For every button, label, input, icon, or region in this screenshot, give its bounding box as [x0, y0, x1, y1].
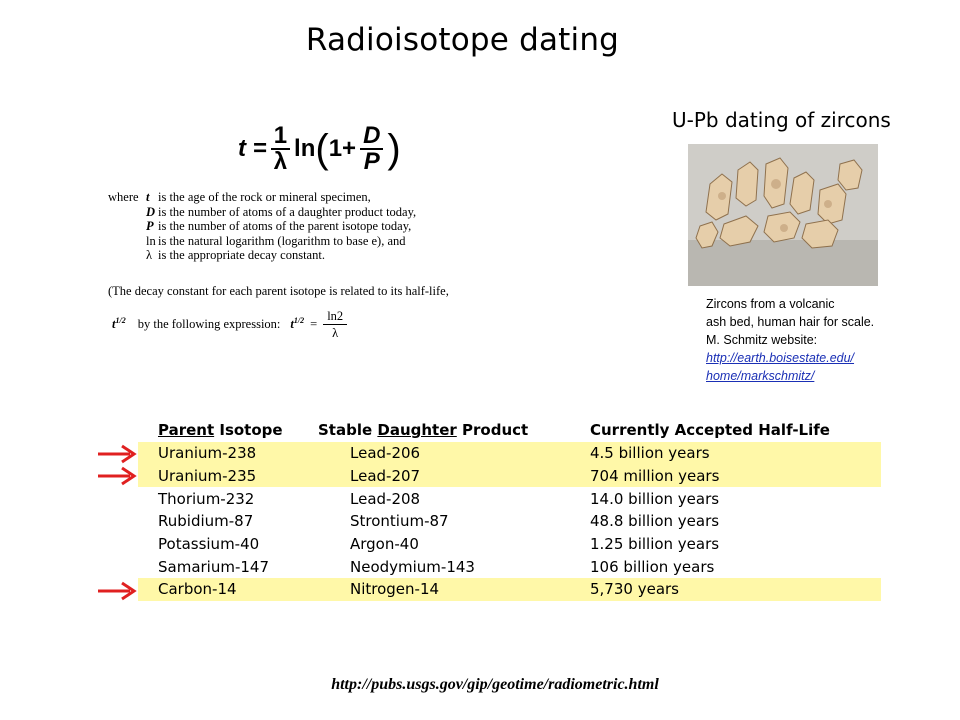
cell-parent: Uranium-238	[158, 444, 257, 463]
eq-frac-den: λ	[273, 148, 288, 175]
cell-half-life: 48.8 billion years	[590, 512, 720, 531]
definition-row	[108, 219, 416, 234]
definition-symbol: D	[146, 204, 156, 219]
cell-half-life: 704 million years	[590, 467, 720, 486]
cell-parent: Carbon-14	[158, 580, 237, 599]
variable-definitions	[108, 190, 416, 263]
eq-frac-num: 1	[271, 124, 290, 150]
definition-text: is the appropriate decay constant.	[158, 248, 325, 263]
dating-formula	[108, 120, 548, 350]
cell-parent: Thorium-232	[158, 489, 255, 508]
caption-link-line[interactable]: home/markschmitz/	[706, 369, 815, 383]
table-row	[138, 578, 881, 601]
halflife-text: by the following expression:	[137, 317, 281, 331]
decay-constant-note: (The decay constant for each parent isotope is related to its half-life,	[108, 284, 449, 298]
cell-half-life: 1.25 billion years	[590, 535, 720, 554]
cell-daughter: Neodymium-143	[350, 557, 475, 576]
cell-daughter: Strontium-87	[350, 512, 449, 531]
halflife-fraction	[323, 308, 347, 341]
caption-link-line[interactable]: http://earth.boisestate.edu/	[706, 351, 855, 365]
eq-fraction	[271, 124, 290, 174]
caption-line: M. Schmitz website:	[706, 333, 818, 347]
halflife-equals: =	[310, 317, 318, 331]
slide-title: Radioisotope dating	[305, 22, 620, 58]
halflife-symbol: $t^{1/2}$	[112, 316, 126, 332]
definition-text: is the natural logarithm (logarithm to base e), and	[158, 233, 406, 248]
photo-caption	[706, 295, 874, 385]
eq-inner-fraction	[360, 124, 383, 174]
table-row	[138, 442, 881, 465]
table-body	[138, 442, 881, 601]
where-word: where	[108, 190, 139, 204]
definition-row	[108, 190, 416, 205]
table-row	[138, 510, 881, 533]
eq-paren-close: )	[387, 127, 401, 171]
eq-inner-one: 1+	[328, 135, 357, 162]
cell-daughter: Lead-208	[350, 489, 421, 508]
halflife-den: λ	[332, 326, 339, 340]
halflife-expression	[112, 308, 347, 341]
cell-parent: Uranium-235	[158, 467, 257, 486]
eq-paren-open: (	[315, 127, 329, 171]
cell-daughter: Nitrogen-14	[350, 580, 440, 599]
header-half-life: Currently Accepted Half-Life	[590, 421, 830, 439]
eq-inner-den: P	[363, 148, 380, 175]
zircon-photo	[688, 144, 878, 286]
definition-row	[108, 234, 416, 249]
definition-text: is the number of atoms of the parent isotope today,	[158, 219, 412, 234]
halflife-eq-symbol: $t^{1/2}$	[290, 316, 305, 332]
arrow-icon	[96, 464, 142, 488]
zircon-crystals-image	[688, 144, 878, 286]
table-row	[138, 533, 881, 556]
cell-half-life: 4.5 billion years	[590, 444, 710, 463]
definition-row	[108, 248, 416, 263]
cell-parent: Potassium-40	[158, 535, 260, 554]
source-link[interactable]: http://pubs.usgs.gov/gip/geotime/radiometric.html	[331, 676, 659, 693]
cell-half-life: 14.0 billion years	[590, 489, 720, 508]
caption-line: Zircons from a volcanic	[706, 297, 835, 311]
cell-daughter: Argon-40	[350, 535, 419, 554]
age-equation	[238, 124, 401, 174]
definition-symbol: λ	[146, 248, 153, 263]
header-parent-isotope: Parent Isotope	[158, 421, 283, 439]
definition-text: is the number of atoms of a daughter product today,	[158, 204, 417, 219]
table-row	[138, 465, 881, 488]
definition-row	[108, 205, 416, 220]
arrow-icon	[96, 579, 142, 603]
cell-parent: Samarium-147	[158, 557, 270, 576]
definition-symbol: P	[146, 219, 154, 234]
arrow-icon	[96, 442, 142, 466]
definition-text: is the age of the rock or mineral specimen,	[158, 190, 371, 204]
definition-symbol: t	[146, 190, 150, 204]
table-row	[138, 555, 881, 578]
cell-daughter: Lead-207	[350, 467, 421, 486]
cell-daughter: Lead-206	[350, 444, 421, 463]
eq-ln: ln	[294, 135, 316, 162]
halflife-num: ln2	[323, 308, 347, 325]
isotope-table	[138, 418, 881, 601]
cell-half-life: 5,730 years	[590, 580, 679, 599]
cell-parent: Rubidium-87	[158, 512, 254, 531]
table-row	[138, 487, 881, 510]
eq-lhs: t =	[238, 135, 267, 162]
caption-line: ash bed, human hair for scale.	[706, 315, 875, 329]
table-header	[138, 418, 881, 442]
cell-half-life: 106 billion years	[590, 557, 715, 576]
eq-inner-num: D	[360, 124, 383, 150]
definition-symbol: ln	[146, 233, 156, 248]
photo-heading: U-Pb dating of zircons	[672, 108, 891, 132]
header-daughter-product: Stable Daughter Product	[318, 421, 529, 439]
